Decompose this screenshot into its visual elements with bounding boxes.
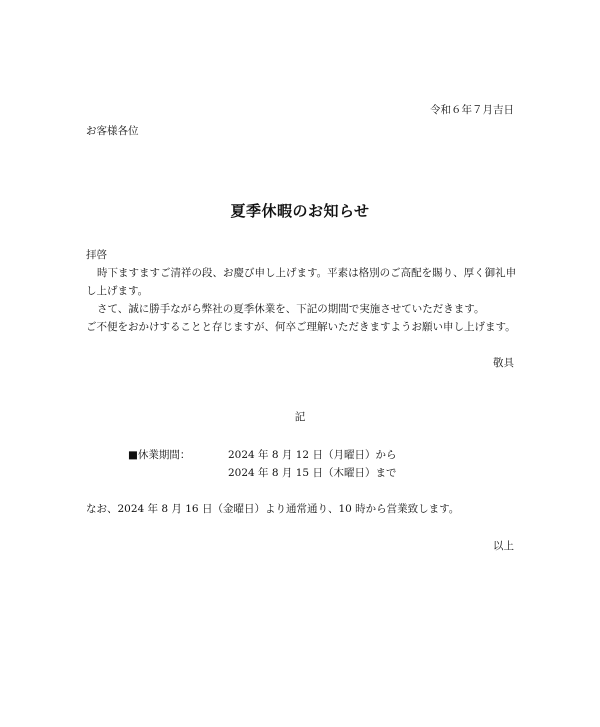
body-line-1: 時下ますますご清祥の段、お慶び申し上げます。平素は格別のご高配を賜り、厚く御礼申 [97,267,517,279]
body-line-3: さて、誠に勝手ながら弊社の夏季休業を、下記の期間で実施させていただきます。 [97,303,485,315]
body-line-4: ご不便をおかけすることと存じますが、何卒ご理解いただきますようお願い申し上げます。 [86,321,516,333]
period-start: 2024 年 8 月 12 日（月曜日）から [228,449,397,461]
ki-heading: 記 [294,411,306,423]
page-title: 夏季休暇のお知らせ [230,202,370,220]
period-label: ■休業期間： [128,449,191,461]
resume-note: なお、2024 年 8 月 16 日（金曜日）より通常通り、10 時から営業致します。 [86,503,460,515]
recipient: お客様各位 [86,125,139,137]
period-end: 2024 年 8 月 15 日（木曜日）まで [228,467,397,479]
body-line-2: し上げます。 [86,285,149,297]
closing-keigu: 敬具 [493,357,514,369]
ending-ijou: 以上 [493,540,514,552]
issue-date: 令和６年７月吉日 [430,104,514,116]
opening-greeting: 拝啓 [86,249,107,261]
